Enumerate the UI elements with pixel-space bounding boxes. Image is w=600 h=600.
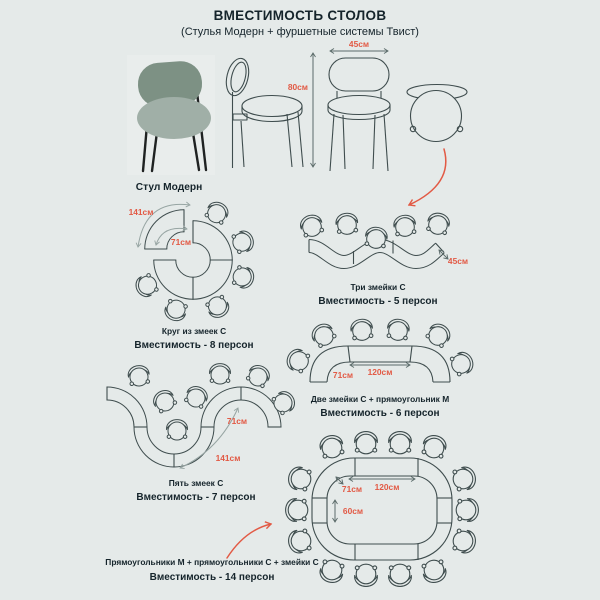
- chair-side-view: [223, 56, 303, 168]
- five-snakes-name: Пять змеек С: [168, 478, 224, 488]
- chair-top-icon: [284, 346, 312, 375]
- chair-top-icon: [230, 264, 256, 290]
- oval-width-dim: 120см: [374, 482, 400, 492]
- chair-top-icon: [355, 564, 378, 586]
- page-title: ВМЕСТИМОСТЬ СТОЛОВ: [213, 8, 387, 23]
- chair-top-icon: [424, 320, 454, 350]
- chair-top-icon: [456, 499, 478, 522]
- three-snakes-depth-dim: 45см: [447, 256, 469, 266]
- chair-top-icon: [162, 297, 188, 323]
- chair-top-icon: [355, 432, 378, 454]
- circle-name: Круг из змеек С: [161, 326, 227, 336]
- five-snakes-outer-dim: 141см: [215, 453, 241, 463]
- chair-photo: [127, 55, 215, 175]
- five-snakes-capacity: Вместимость - 7 персон: [136, 492, 256, 503]
- chair-top-icon: [448, 349, 476, 378]
- chair-top-icon: [167, 420, 188, 440]
- three-snakes-name: Три змейки С: [350, 282, 406, 292]
- chair-top-icon: [318, 433, 345, 460]
- arch-name: Две змейки С + прямоугольник М: [310, 394, 450, 404]
- arch-width-dim: 120см: [367, 367, 393, 377]
- oval-name: Прямоугольники М + прямоугольники С + змейки С: [105, 557, 319, 567]
- arch-radius-dim: 71см: [332, 370, 354, 380]
- chair-top-icon: [350, 318, 374, 342]
- chair-top-icon: [386, 318, 410, 342]
- chair-top-icon: [286, 465, 313, 492]
- chair-label: Стул Модерн: [135, 182, 203, 193]
- chair-top-icon: [132, 272, 160, 300]
- arrow-to-three-snakes: [409, 149, 446, 205]
- arch-capacity: Вместимость - 6 персон: [320, 408, 440, 419]
- chair-height-dim: 80см: [287, 82, 308, 92]
- chair-top-icon: [203, 199, 231, 227]
- chair-top-icon: [389, 432, 412, 454]
- chair-top-view: [407, 85, 467, 142]
- chair-top-icon: [286, 499, 308, 522]
- chair-top-icon: [127, 364, 151, 387]
- five-snakes-inner-dim: 71см: [226, 416, 248, 426]
- page-subtitle: (Стулья Модерн + фуршетные системы Твист): [181, 26, 419, 38]
- chair-top-icon: [318, 558, 345, 585]
- chair-top-icon: [308, 320, 338, 350]
- chair-top-icon: [393, 214, 417, 238]
- oval-height-dim: 60см: [342, 506, 364, 516]
- oval-corner-dim: 71см: [341, 484, 363, 494]
- chair-top-icon: [451, 528, 478, 555]
- chair-top-icon: [421, 558, 448, 585]
- chair-top-icon: [210, 364, 231, 384]
- chair-top-icon: [335, 212, 358, 235]
- chair-width-dim: 45см: [348, 39, 370, 49]
- chair-top-icon: [389, 564, 412, 586]
- chair-top-icon: [421, 433, 448, 460]
- layout-circle: [132, 199, 256, 324]
- chair-top-icon: [150, 387, 179, 415]
- chair-top-icon: [245, 362, 273, 390]
- chair-photo-seat: [137, 97, 211, 139]
- circle-capacity: Вместимость - 8 персон: [134, 340, 254, 351]
- layout-circle-chairs: [132, 199, 256, 324]
- arrow-to-oval: [227, 524, 271, 558]
- circle-inner-dim: 71см: [170, 237, 192, 247]
- chair-top-icon: [298, 212, 325, 239]
- three-snakes-capacity: Вместимость - 5 персон: [318, 296, 438, 307]
- layout-five-snakes: [107, 362, 298, 468]
- chair-top-icon: [230, 228, 256, 255]
- oval-capacity: Вместимость - 14 персон: [149, 572, 275, 583]
- chair-top-icon: [286, 528, 313, 555]
- layout-three-snakes: [298, 211, 451, 264]
- chair-front-view: [328, 58, 390, 171]
- chair-top-icon: [451, 465, 478, 492]
- circle-outer-dim: 141см: [128, 207, 154, 217]
- chair-top-icon: [425, 211, 451, 237]
- chair-top-icon: [204, 293, 232, 321]
